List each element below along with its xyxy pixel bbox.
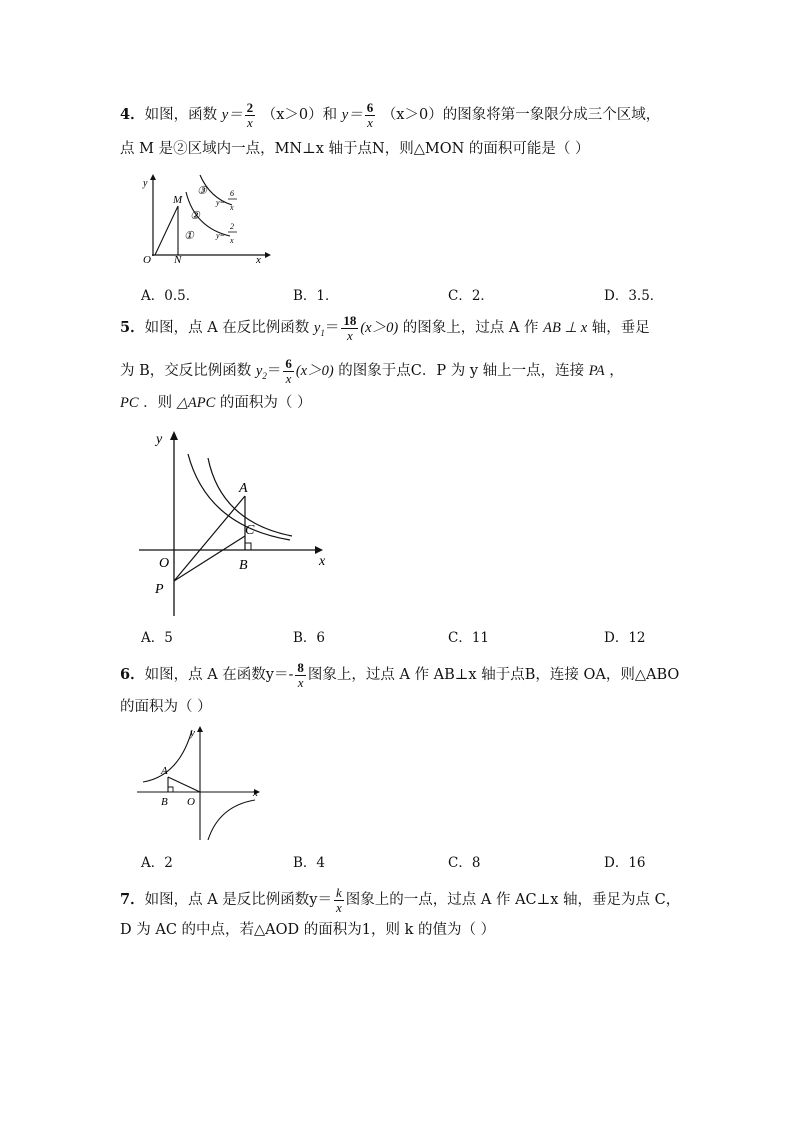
q5-func1-num: 18 xyxy=(343,313,357,328)
q4-label-n: N xyxy=(174,254,182,266)
q4-func1-fraction xyxy=(245,101,256,129)
q6-option-d[interactable]: D．16 xyxy=(604,855,646,871)
q5-label-y: y xyxy=(156,432,163,447)
q5-label-o: O xyxy=(159,556,170,571)
q4-func2-den: x xyxy=(367,114,373,130)
q6-func-num: 8 xyxy=(297,660,304,675)
q5-text6: ， xyxy=(609,363,624,380)
q4-func1-den: x xyxy=(247,114,253,130)
q4-figure xyxy=(140,172,270,264)
q4-segment-om xyxy=(155,206,178,255)
q5-func2-cond: (x＞0) xyxy=(295,363,334,380)
q6-label-y: y xyxy=(190,727,195,739)
q4-line2: 点 M 是②区域内一点，MN⊥x 轴于点N，则△MON 的面积可能是（ ） xyxy=(120,141,590,157)
q5-line1 xyxy=(120,314,650,342)
q5-func1 xyxy=(313,320,340,339)
q5-option-a[interactable]: A．5 xyxy=(141,630,173,646)
q5-text1: 如图，点 A 在反比例函数 xyxy=(144,320,310,337)
q5-func1-lhs: y xyxy=(313,320,321,337)
q5-apc: △APC xyxy=(176,395,216,411)
q4-func1-num: 2 xyxy=(246,100,254,115)
q6-line1 xyxy=(120,661,679,689)
q5-func1-fraction xyxy=(341,314,358,342)
q7-line2: D 为 AC 的中点，若△AOD 的面积为1，则 k 的值为（ ） xyxy=(120,922,496,938)
q6-figure xyxy=(135,722,265,844)
q5-line3 xyxy=(120,396,312,411)
q4-label-y2-den: x xyxy=(230,236,234,245)
q4-text: 如图，函数 xyxy=(144,107,218,124)
q5-text4: 为 B，交反比例函数 xyxy=(120,363,252,380)
q5-func2-fraction xyxy=(283,357,294,385)
q4-option-b[interactable]: B．1． xyxy=(293,288,339,304)
q5-option-b[interactable]: B．6 xyxy=(293,630,326,646)
q6-func-fraction xyxy=(295,661,306,689)
q7-number: 7． xyxy=(120,891,145,909)
q4-label-y2-lhs: y= xyxy=(216,231,225,240)
q4-region-1: ① xyxy=(184,230,194,242)
q5-func2 xyxy=(255,363,282,382)
q5-func2-eq: ＝ xyxy=(266,363,282,380)
q5-text7: ．则 xyxy=(143,395,173,411)
q4-label-y: y xyxy=(143,178,148,189)
q5-curve-y2 xyxy=(188,454,290,540)
q4-label-o: O xyxy=(143,254,151,266)
q5-text5: 的图象于点C．P 为 y 轴上一点，连接 xyxy=(338,363,585,380)
q4-func2-fraction xyxy=(365,101,376,129)
q4-x-arrow xyxy=(265,252,271,258)
q5-label-c: C xyxy=(245,523,255,538)
q5-option-d[interactable]: D．12 xyxy=(604,630,646,646)
q5-right-angle-mark xyxy=(245,543,251,550)
q5-func1-sub: 1 xyxy=(320,328,325,339)
q6-number: 6． xyxy=(120,666,145,684)
q5-segment-pc xyxy=(174,536,245,581)
q5-pc: PC xyxy=(120,395,139,411)
q4-region-3: ③ xyxy=(197,185,207,197)
q7-text2: 图象上的一点，过点 A 作 AC⊥x 轴，垂足为点 C， xyxy=(345,892,681,909)
q6-label-x: x xyxy=(253,787,258,799)
q5-func1-den: x xyxy=(346,327,353,343)
q4-line1 xyxy=(120,101,660,129)
q6-option-b[interactable]: B．4 xyxy=(293,855,326,871)
q4-y-arrow xyxy=(150,174,156,180)
q4-label-y6-den: x xyxy=(230,203,234,212)
q6-label-b: B xyxy=(161,796,168,808)
q6-text2: 图象上，过点 A 作 AB⊥x 轴于点B，连接 OA，则△ABO xyxy=(307,667,680,684)
q6-func-den: x xyxy=(297,674,304,690)
q4-label-x: x xyxy=(256,254,261,266)
q5-line2 xyxy=(120,357,624,385)
q6-label-a: A xyxy=(161,765,168,777)
q7-func-den: x xyxy=(335,899,342,915)
q5-number: 5． xyxy=(120,319,145,337)
q5-func2-num: 6 xyxy=(285,356,292,371)
q5-segment-pa xyxy=(174,496,245,581)
q5-text3: 轴，垂足 xyxy=(591,320,650,337)
q5-y-arrow xyxy=(170,431,178,440)
q4-label-m: M xyxy=(173,194,183,206)
q4-label-y6-lhs: y= xyxy=(216,198,225,207)
q5-label-x: x xyxy=(319,554,326,569)
q5-func2-lhs: y xyxy=(255,363,263,380)
q6-text1: 如图，点 A 在函数y＝- xyxy=(144,667,294,684)
q4-func1-lhs: y＝ xyxy=(221,107,243,124)
q5-label-a: A xyxy=(239,481,248,496)
q4-label-y2-num: 2 xyxy=(230,222,234,231)
q7-text1: 如图，点 A 是反比例函数y＝ xyxy=(144,892,332,909)
q6-y-arrow xyxy=(197,726,203,732)
q4-option-a[interactable]: A．0.5． xyxy=(141,288,200,304)
q5-text2: 的图象上，过点 A 作 xyxy=(402,320,539,337)
q5-figure xyxy=(135,428,335,618)
q4-func2-num: 6 xyxy=(366,100,374,115)
q5-x-arrow xyxy=(315,546,323,554)
q6-option-c[interactable]: C．8 xyxy=(448,855,481,871)
q4-label-y6-num: 6 xyxy=(230,189,234,198)
q4-number: 4． xyxy=(120,106,145,124)
q6-label-o: O xyxy=(187,796,195,808)
q5-option-c[interactable]: C．11 xyxy=(448,630,490,646)
q5-func1-eq: ＝ xyxy=(324,320,340,337)
q6-line2: 的面积为（ ） xyxy=(120,699,212,715)
q4-region-2: ② xyxy=(190,210,200,222)
q7-func-num: k xyxy=(335,885,342,900)
q5-text8: 的面积为（ ） xyxy=(219,395,312,411)
q4-option-d[interactable]: D．3.5． xyxy=(604,288,664,304)
q6-right-angle-mark xyxy=(168,787,173,792)
q5-func2-sub: 2 xyxy=(262,371,267,382)
q4-func2-lhs: y＝ xyxy=(341,107,363,124)
q7-func-fraction xyxy=(334,886,344,914)
q4-option-c[interactable]: C．2． xyxy=(448,288,494,304)
q5-label-b: B xyxy=(239,558,248,573)
q4-cond2: （x＞0）的图象将第一象限分成三个区域， xyxy=(381,107,661,124)
q5-ab-perp: AB ⊥ x xyxy=(543,320,588,337)
q5-func1-cond: (x＞0) xyxy=(360,320,399,337)
q5-pa: PA xyxy=(588,363,605,380)
q6-option-a[interactable]: A．2 xyxy=(141,855,173,871)
q6-curve-right xyxy=(208,800,255,840)
q5-label-p: P xyxy=(155,582,164,597)
q7-line1 xyxy=(120,886,680,914)
q4-cond1: （x＞0）和 xyxy=(261,107,338,124)
q5-func2-den: x xyxy=(285,370,292,386)
